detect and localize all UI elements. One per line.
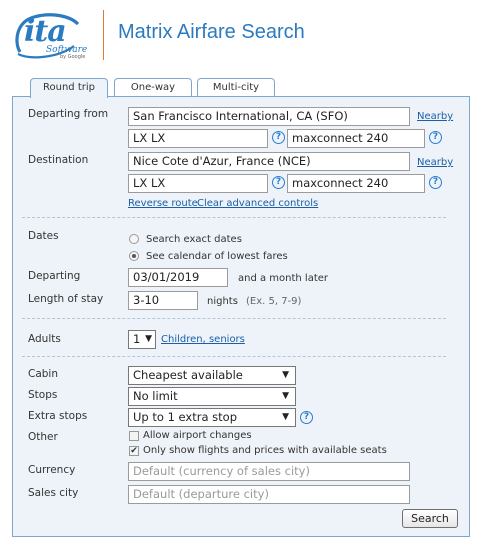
cabin-label: Cabin — [28, 368, 59, 380]
logo-by: by Google — [60, 54, 86, 60]
sales-city-label: Sales city — [28, 487, 79, 499]
search-button[interactable]: Search — [402, 509, 458, 528]
sales-city-input[interactable]: Default (departure city) — [128, 485, 410, 504]
reverse-route-link[interactable]: Reverse route — [128, 198, 198, 209]
available-seats-label: Only show flights and prices with available seats — [143, 445, 387, 456]
stay-hint: (Ex. 5, 7-9) — [246, 296, 302, 307]
destination-input[interactable]: Nice Cote d'Azur, France (NCE) — [128, 152, 410, 171]
exact-dates-label: Search exact dates — [146, 234, 242, 245]
chevron-down-icon: ▼ — [145, 334, 152, 344]
stay-label: Length of stay — [28, 293, 104, 305]
calendar-radio[interactable] — [129, 251, 139, 261]
calendar-label: See calendar of lowest fares — [146, 251, 288, 262]
destination-extension-input[interactable]: maxconnect 240 — [287, 174, 425, 193]
header-divider — [103, 10, 104, 60]
tab-round-trip[interactable]: Round trip — [30, 78, 108, 98]
ita-logo — [12, 12, 92, 60]
departing-label: Departing — [28, 270, 81, 282]
allow-airport-changes-checkbox[interactable] — [129, 431, 139, 441]
page-title: Matrix Airfare Search — [118, 21, 305, 43]
adults-label: Adults — [28, 333, 61, 345]
tab-multi-city[interactable]: Multi-city — [197, 78, 275, 97]
chevron-down-icon: ▼ — [282, 370, 289, 380]
section-divider — [22, 318, 446, 319]
nearby-destination-link[interactable]: Nearby — [417, 157, 454, 168]
departing-from-label: Departing from — [28, 108, 109, 120]
extra-stops-value: Up to 1 extra stop — [133, 410, 237, 424]
nearby-origin-link[interactable]: Nearby — [417, 111, 454, 122]
stay-input[interactable]: 3-10 — [128, 291, 198, 310]
other-label: Other — [28, 431, 58, 443]
destination-routing-help-icon[interactable]: ? — [272, 176, 285, 189]
chevron-down-icon: ▼ — [282, 391, 289, 401]
section-divider — [22, 356, 446, 357]
dates-label: Dates — [28, 230, 59, 242]
tab-one-way[interactable]: One-way — [114, 78, 192, 97]
available-seats-checkbox[interactable]: ✔ — [130, 446, 138, 456]
extra-stops-label: Extra stops — [28, 410, 88, 422]
section-divider — [22, 217, 446, 218]
stay-unit: nights — [207, 296, 238, 307]
exact-dates-radio[interactable] — [129, 234, 139, 244]
clear-advanced-link[interactable]: Clear advanced controls — [197, 198, 319, 209]
chevron-down-icon: ▼ — [282, 412, 289, 422]
allow-airport-changes-label: Allow airport changes — [143, 430, 252, 441]
adults-value: 1 — [133, 332, 141, 346]
origin-extension-help-icon[interactable]: ? — [429, 131, 442, 144]
extra-stops-select[interactable] — [128, 408, 296, 427]
origin-routing-input[interactable]: LX LX — [128, 129, 268, 148]
departing-date-input[interactable]: 03/01/2019 — [128, 268, 228, 287]
cabin-select[interactable] — [128, 366, 296, 385]
logo-sub: Software — [46, 45, 88, 55]
stops-select[interactable] — [128, 387, 296, 406]
children-seniors-link[interactable]: Children, seniors — [161, 334, 245, 345]
adults-select[interactable] — [128, 330, 156, 349]
departing-from-input[interactable]: San Francisco International, CA (SFO) — [128, 107, 410, 126]
stops-label: Stops — [28, 389, 58, 401]
extra-stops-help-icon[interactable]: ? — [300, 411, 313, 424]
currency-label: Currency — [28, 464, 76, 476]
origin-extension-input[interactable]: maxconnect 240 — [287, 129, 425, 148]
currency-input[interactable]: Default (currency of sales city) — [128, 462, 410, 481]
destination-label: Destination — [28, 154, 89, 166]
destination-routing-input[interactable]: LX LX — [128, 174, 268, 193]
origin-routing-help-icon[interactable]: ? — [272, 131, 285, 144]
stops-value: No limit — [133, 389, 178, 403]
destination-extension-help-icon[interactable]: ? — [429, 176, 442, 189]
cabin-value: Cheapest available — [133, 368, 243, 382]
logo-text: ita — [24, 14, 66, 49]
departing-suffix: and a month later — [238, 273, 329, 284]
